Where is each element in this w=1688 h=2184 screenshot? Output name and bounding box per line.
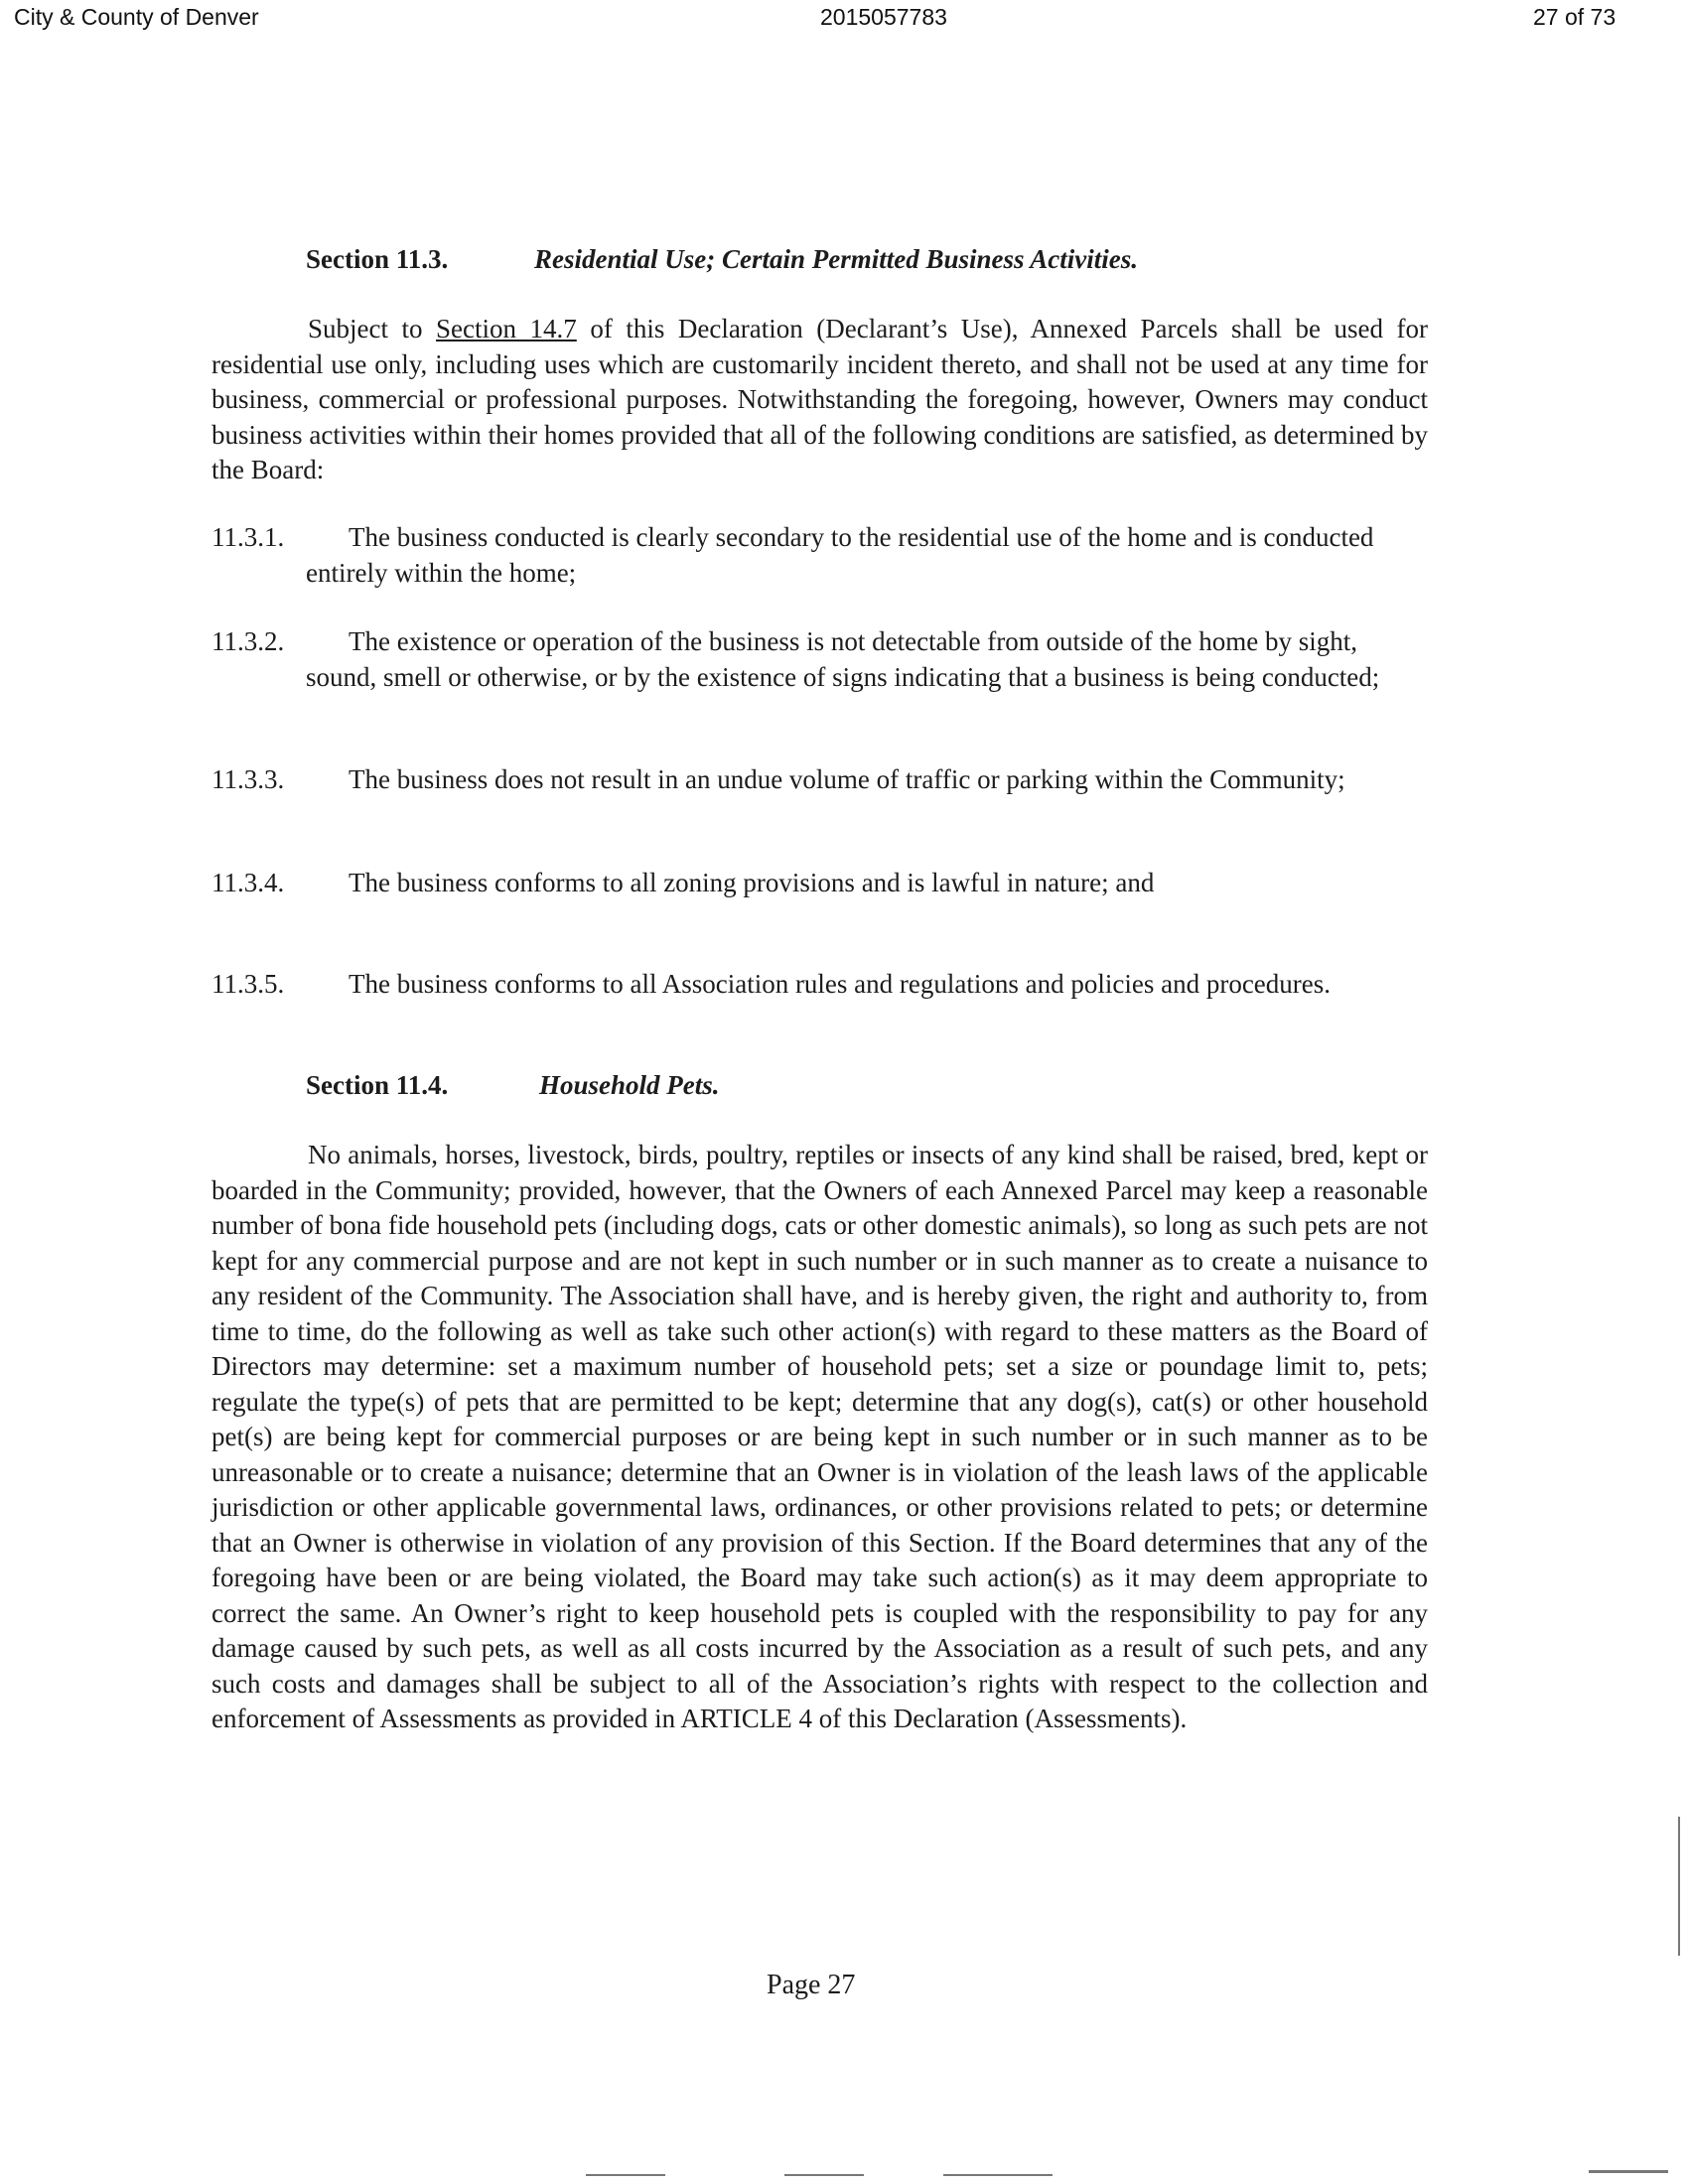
item-11-3-3	[211, 762, 1428, 798]
item-number: 11.3.4.	[211, 868, 285, 897]
scan-artifact	[1589, 2170, 1668, 2173]
intro-text-rest: of this Declaration (Declarant’s Use), Annexed Parcels shall be used for residential use only, including uses which are customarily incident thereto, and shall not be used at any time for business, commercial or professional purposes. Notwithstanding the foregoing, however, Owners may conduct business activities within their homes provided that all of the following conditions are satisfied, as determined by the Board:	[211, 314, 1428, 484]
section-11-3-heading	[306, 244, 1138, 275]
section-11-3-title: Residential Use; Certain Permitted Business Activities.	[534, 244, 1139, 274]
section-11-3-intro	[211, 312, 1428, 488]
section-11-4-text: No animals, horses, livestock, birds, poultry, reptiles or insects of any kind shall be raised, bred, kept or boarded in the Community; provided, however, that the Owners of each Annexed Parcel may keep a reasonable number of bona fide household pets (including dogs, cats or other domestic animals), so long as such pets are not kept for any commercial purpose and are not kept in such number or in such manner as to create a nuisance to any resident of the Community. The Association shall have, and is hereby given, the right and authority to, from time to time, do the following as well as take such other action(s) with regard to these matters as the Board of Directors may determine: set a maximum number of household pets; set a size or poundage limit to, pets; regulate the type(s) of pets that are permitted to be kept; determine that any dog(s), cat(s) or other household pet(s) are being kept for commercial purposes or are being kept in such number or in such manner as to be unreasonable or to create a nuisance; determine that an Owner is in violation of the leash laws of the applicable jurisdiction or other applicable governmental laws, ordinances, or other provisions related to pets; or determine that an Owner is otherwise in violation of any provision of this Section. If the Board determines that any of the foregoing have been or are being violated, the Board may take such action(s) as it may deem appropriate to correct the same. An Owner’s right to keep household pets is coupled with the responsibility to pay for any damage caused by such pets, as well as all costs incurred by the Association as a result of such pets, and any such costs and damages shall be subject to all of the Association’s rights with respect to the collection and enforcement of Assessments as provided in ARTICLE 4 of this Declaration (Assessments).	[211, 1140, 1428, 1733]
item-text: The business conforms to all zoning provisions and is lawful in nature; and	[349, 868, 1155, 897]
item-11-3-2	[211, 624, 1428, 695]
section-11-4-number: Section 11.4.	[306, 1070, 449, 1100]
item-number: 11.3.2.	[211, 626, 285, 656]
section-14-7-reference: Section 14.7	[436, 314, 577, 343]
item-number: 11.3.1.	[211, 522, 285, 552]
header-document-number: 2015057783	[820, 4, 947, 30]
item-11-3-4	[211, 866, 1428, 901]
item-number: 11.3.3.	[211, 764, 285, 794]
intro-text-start: Subject to	[308, 314, 437, 343]
scan-artifact	[1678, 1817, 1680, 1956]
item-11-3-5	[211, 967, 1428, 1003]
item-text: The business does not result in an undue volume of traffic or parking within the Community;	[349, 764, 1345, 794]
header-page-count: 27 of 73	[1533, 4, 1617, 30]
scan-artifact	[586, 2174, 665, 2176]
item-text: The business conforms to all Association rules and regulations and policies and procedures.	[349, 969, 1332, 999]
section-11-4-body	[211, 1138, 1428, 1737]
section-11-3-number: Section 11.3.	[306, 244, 449, 274]
item-text: The existence or operation of the business is not detectable from outside of the home by sight, sound, smell or otherwise, or by the existence of signs indicating that a business is being conducted;	[306, 626, 1380, 692]
section-11-4-heading	[306, 1070, 720, 1101]
scan-artifact	[943, 2174, 1053, 2176]
page-number: Page 27	[767, 1970, 856, 2000]
item-number: 11.3.5.	[211, 969, 285, 999]
header-jurisdiction: City & County of Denver	[14, 4, 259, 30]
section-11-4-title: Household Pets.	[539, 1070, 720, 1100]
item-text: The business conducted is clearly secondary to the residential use of the home and is conducted entirely within the home;	[306, 522, 1374, 588]
item-11-3-1	[211, 520, 1428, 591]
scan-artifact	[784, 2174, 864, 2176]
